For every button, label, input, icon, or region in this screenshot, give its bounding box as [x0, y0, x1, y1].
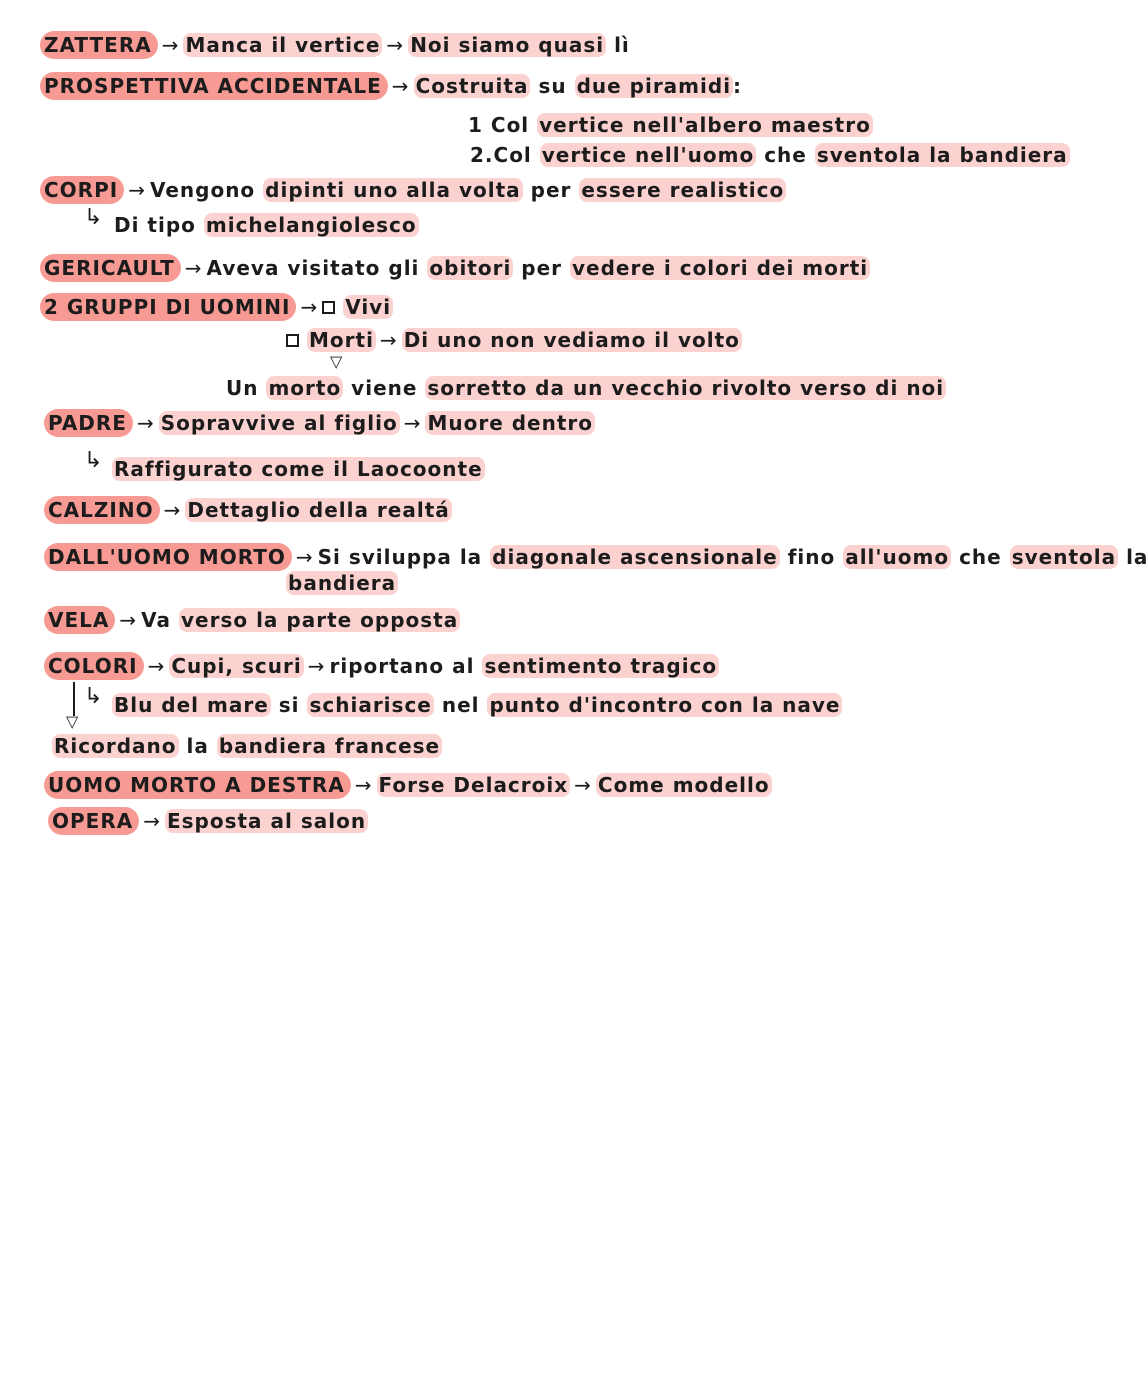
note-text: nel — [441, 693, 480, 717]
note-text: vertice nell'albero maestro — [539, 113, 871, 137]
row-morto-sorretto — [226, 375, 946, 401]
note-text: per — [521, 256, 563, 280]
arrow-icon: → — [136, 411, 155, 435]
arrow-icon: → — [147, 654, 166, 678]
note-text: riportano al — [329, 654, 475, 678]
note-text: Raffigurato come il Laocoonte — [114, 457, 483, 481]
note-text: Di uno non vediamo il volto — [403, 328, 740, 352]
row-colori-sub — [112, 692, 842, 718]
arrow-icon: → — [300, 295, 319, 319]
note-text: Forse Delacroix — [378, 773, 569, 797]
row-morti — [286, 327, 742, 353]
row-zattera — [40, 32, 630, 58]
arrow-icon: → — [119, 608, 138, 632]
arrow-icon: → — [163, 498, 182, 522]
note-text: si — [278, 693, 300, 717]
note-text: Col — [493, 143, 532, 167]
row-padre — [44, 410, 595, 436]
note-text: lì — [614, 33, 630, 57]
note-text: sventola la bandiera — [816, 143, 1068, 167]
row-corpi-sub — [114, 212, 419, 238]
keyword-colori: COLORI — [44, 652, 144, 680]
note-text: Un — [226, 376, 259, 400]
row-colori — [44, 653, 719, 679]
arrow-icon: → — [391, 74, 410, 98]
note-text: viene — [351, 376, 418, 400]
note-text: Aveva visitato gli — [206, 256, 420, 280]
note-text: Dettaglio della realtá — [187, 498, 450, 522]
note-text: due piramidi — [576, 74, 732, 98]
note-text: che — [764, 143, 807, 167]
note-text: punto d'incontro con la nave — [489, 693, 841, 717]
arrow-icon: → — [128, 178, 146, 202]
note-text: Col — [490, 113, 530, 137]
down-arrow-icon: ▽ — [66, 712, 80, 731]
arrow-icon: → — [307, 654, 326, 678]
note-text: essere realistico — [581, 178, 785, 202]
keyword-dalluomo: DALL'UOMO MORTO — [44, 543, 292, 571]
note-text: Di tipo — [114, 213, 196, 237]
note-text: la — [186, 734, 209, 758]
arrow-icon: → — [161, 33, 180, 57]
note-text: sorretto da un vecchio rivolto verso di noi — [427, 376, 945, 400]
row-vela — [44, 607, 460, 633]
note-text: Cupi, scuri — [171, 654, 302, 678]
arrow-icon: → — [403, 411, 422, 435]
note-text: Noi siamo quasi — [410, 33, 605, 57]
keyword-prospettiva: PROSPETTIVA ACCIDENTALE — [40, 72, 388, 100]
keyword-gruppi: 2 GRUPPI DI UOMINI — [40, 293, 296, 321]
arrow-icon: → — [386, 33, 405, 57]
keyword-calzino: CALZINO — [44, 496, 160, 524]
note-text: Vivi — [345, 295, 392, 319]
note-text: per — [530, 178, 572, 202]
row-gruppi — [40, 294, 393, 320]
row-calzino — [44, 497, 452, 523]
keyword-vela: VELA — [44, 606, 115, 634]
note-text: michelangiolesco — [205, 213, 417, 237]
row-piramide-2 — [470, 142, 1070, 168]
note-text: vertice nell'uomo — [541, 143, 755, 167]
row-dalluomo — [44, 544, 1148, 570]
row-ricordano — [52, 733, 442, 759]
note-text: la — [1126, 545, 1148, 569]
hook-arrow-icon: ↳ — [84, 448, 104, 473]
arrow-icon: → — [379, 328, 398, 352]
note-text: vedere i colori dei morti — [572, 256, 869, 280]
note-text: fino — [787, 545, 836, 569]
note-text: diagonale ascensionale — [492, 545, 778, 569]
arrow-icon: → — [574, 773, 592, 797]
note-text: morto — [268, 376, 342, 400]
note-text: Manca il vertice — [185, 33, 381, 57]
note-text: Blu del mare — [114, 693, 269, 717]
row-uomo-destra — [44, 772, 772, 798]
row-piramide-1 — [468, 112, 873, 138]
row-dalluomo-cont — [286, 570, 398, 596]
arrow-icon: → — [184, 256, 203, 280]
hook-arrow-icon: ↳ — [84, 684, 104, 709]
keyword-gericault: GERICAULT — [40, 254, 181, 282]
note-text: sentimento tragico — [484, 654, 718, 678]
row-corpi — [40, 177, 786, 203]
keyword-corpi: CORPI — [40, 176, 124, 204]
note-text: : — [733, 74, 743, 98]
arrow-icon: → — [143, 809, 161, 833]
note-text: all'uomo — [845, 545, 950, 569]
note-text: su — [538, 74, 567, 98]
row-padre-sub — [112, 456, 485, 482]
note-text: Morti — [309, 328, 374, 352]
checkbox-icon — [286, 334, 299, 347]
note-text: obitori — [429, 256, 512, 280]
note-text: verso la parte opposta — [181, 608, 459, 632]
row-opera — [48, 808, 368, 834]
note-text: Vengono — [149, 178, 256, 202]
row-gericault — [40, 255, 870, 281]
note-text: Sopravvive al figlio — [160, 411, 398, 435]
note-text: Come modello — [597, 773, 770, 797]
list-number: 1 — [468, 113, 483, 137]
connector-line — [73, 682, 75, 716]
keyword-padre: PADRE — [44, 409, 133, 437]
note-text: schiarisce — [309, 693, 432, 717]
note-text: Muore dentro — [427, 411, 594, 435]
note-text: Esposta al salon — [166, 809, 367, 833]
note-text: bandiera francese — [218, 734, 441, 758]
note-text: bandiera — [288, 571, 397, 595]
note-text: dipinti uno alla volta — [265, 178, 521, 202]
hook-arrow-icon: ↳ — [84, 205, 104, 230]
list-number: 2. — [470, 143, 494, 167]
note-text: Ricordano — [54, 734, 177, 758]
keyword-opera: OPERA — [48, 807, 139, 835]
keyword-zattera: ZATTERA — [40, 31, 158, 59]
note-text: sventola — [1011, 545, 1117, 569]
keyword-uomo-destra: UOMO MORTO A DESTRA — [44, 771, 351, 799]
note-text: Va — [141, 608, 172, 632]
note-text: Costruita — [415, 74, 529, 98]
arrow-icon: → — [354, 773, 373, 797]
row-prospettiva — [40, 73, 742, 99]
arrow-icon: → — [295, 545, 314, 569]
checkbox-icon — [322, 301, 335, 314]
note-text: che — [959, 545, 1002, 569]
note-text: Si sviluppa la — [317, 545, 483, 569]
down-arrow-icon: ▽ — [330, 352, 344, 371]
